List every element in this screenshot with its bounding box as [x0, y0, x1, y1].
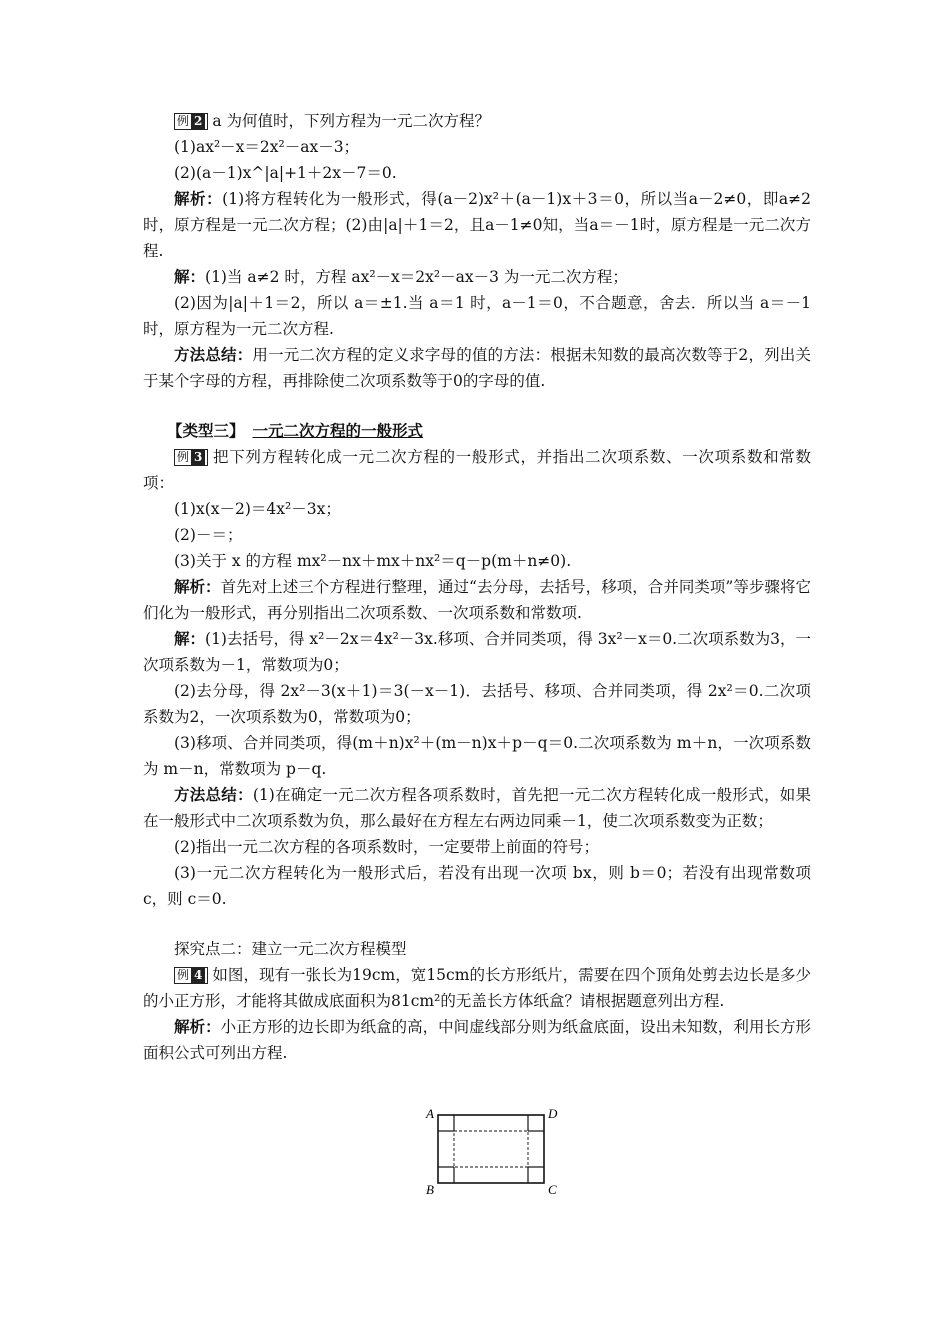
label-d: D: [548, 1106, 558, 1121]
rectangle-figure: [420, 1100, 570, 1200]
example-3-eq3: (3)关于 x 的方程 mx²－nx＋mx＋nx²＝q－p(m＋n≠0).: [174, 552, 572, 570]
example-3-eq2: (2)－＝；: [174, 526, 243, 544]
example-4-analysis: 解析：小正方形的边长即为纸盒的高，中间虚线部分则为纸盒底面，设出未知数，利用长方形面积公式可列出方程.: [143, 1017, 811, 1062]
example-4-question: 例 4 如图，现有一张长为19cm，宽15cm的长方形纸片，需要在四个顶角处剪去边长是多少的小正方形，才能将其做成底面积为81cm²的无盖长方体纸盒？请根据题意列出方程.: [143, 966, 811, 1010]
example-2-method: 方法总结：用一元二次方程的定义求字母的值的方法：根据未知数的最高次数等于2，列出关于某个字母的方程，再排除使二次项系数等于0的字母的值.: [143, 345, 811, 390]
label-c: C: [548, 1182, 557, 1197]
label-a: A: [426, 1106, 434, 1121]
example-3-method3: (3)一元二次方程转化为一般形式后，若没有出现一次项 bx，则 b＝0；若没有出现常数项 c，则 c＝0.: [143, 864, 811, 908]
example-3-solution3: (3)移项、合并同类项，得(m＋n)x²＋(m－n)x＋p－q＝0.二次项系数为 m＋n，一次项系数为 m－n，常数项为 p－q.: [143, 734, 811, 778]
label-b: B: [426, 1182, 434, 1197]
document-body: [143, 108, 811, 1066]
base-dashed-rectangle: [454, 1131, 528, 1167]
example-badge: 例 3: [174, 449, 208, 466]
example-2-analysis: 解析：(1)将方程转化为一般形式，得(a－2)x²＋(a－1)x＋3＝0，所以当a－2≠0，即a≠2时，原方程是一元二次方程；(2)由|a|＋1＝2，且a－1≠0知，当a＝－1时，原方程是一元二次方程.: [143, 189, 811, 260]
point-2-heading: 探究点二：建立一元二次方程模型: [174, 940, 407, 958]
type-3-heading: 【类型三】 一元二次方程的一般形式: [167, 421, 424, 440]
example-3-question: 例 3 把下列方程转化成一元二次方程的一般形式，并指出二次项系数、一次项系数和常数项：: [143, 448, 811, 492]
example-2-question: 例 2 a 为何值时，下列方程为一元二次方程？: [143, 108, 811, 134]
example-3-solution2: (2)去分母，得 2x²－3(x＋1)＝3(－x－1)．去括号、移项、合并同类项，得 2x²＝0.二次项系数为2，一次项系数为0，常数项为0；: [143, 682, 811, 726]
example-badge: 例 2: [174, 113, 208, 130]
example-badge: 例 4: [174, 967, 208, 984]
example-2-solution1: 解：(1)当 a≠2 时，方程 ax²－x＝2x²－ax－3 为一元二次方程；: [174, 267, 628, 286]
example-3-eq1: (1)x(x－2)＝4x²－3x；: [174, 500, 341, 518]
example-2-eq2: (2)(a－1)x^|a|+1＋2x－7＝0.: [174, 164, 397, 182]
example-2-solution2: (2)因为|a|＋1＝2，所以 a＝±1.当 a＝1 时，a－1＝0，不合题意，舍去．所以当 a＝－1 时，原方程为一元二次方程.: [143, 294, 811, 338]
example-3-method1: 方法总结：(1)在确定一元二次方程各项系数时，首先把一元二次方程转化成一般形式，如果在一般形式中二次项系数为负，那么最好在方程左右两边同乘－1，使二次项系数变为正数；: [143, 785, 811, 830]
example-3-solution1: 解：(1)去括号，得 x²－2x＝4x²－3x.移项、合并同类项，得 3x²－x＝0.二次项系数为3，一次项系数为－1，常数项为0；: [143, 629, 811, 674]
example-2-eq1: (1)ax²－x＝2x²－ax－3；: [174, 138, 360, 156]
example-3-analysis: 解析：首先对上述三个方程进行整理，通过“去分母，去括号，移项，合并同类项”等步骤将它们化为一般形式，再分别指出二次项系数、一次项系数和常数项.: [143, 577, 811, 622]
example-3-method2: (2)指出一元二次方程的各项系数时，一定要带上前面的符号；: [174, 838, 599, 856]
